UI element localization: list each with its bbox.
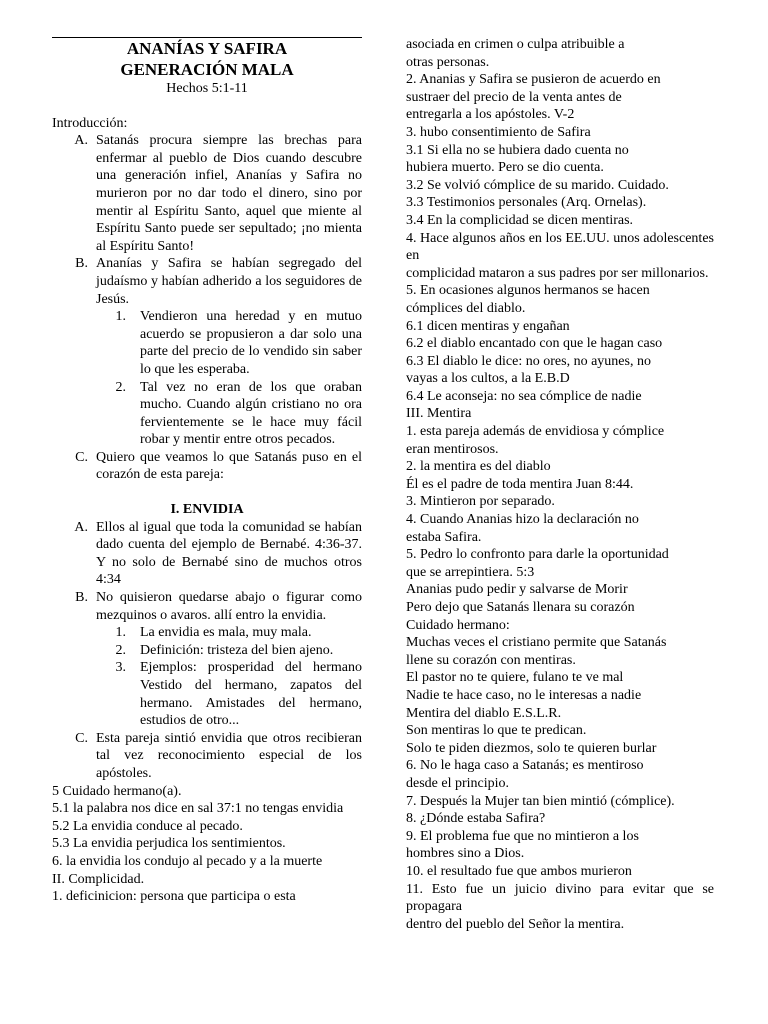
- right-line: Nadie te hace caso, no le interesas a nadie: [406, 687, 642, 703]
- left-line: 6. la envidia los condujo al pecado y a la muerte: [52, 853, 323, 869]
- right-line: Solo te piden diezmos, solo te quieren burlar: [406, 740, 657, 756]
- section-heading-envidia: I. ENVIDIA: [170, 502, 244, 518]
- intro-item-c: C. Quiero que veamos lo que Satanás puso en el corazón de esta pareja:: [75, 449, 362, 483]
- top-rule: [52, 37, 362, 38]
- intro-subitem-2: 2. Tal vez no eran de los que oraban mucho. Cuando algún cristiano no ora fervientemente se le hace muy fácil robar y mentir entre otros pecados.: [115, 379, 362, 448]
- title-line-1: ANANÍAS Y SAFIRA: [126, 39, 288, 58]
- right-line: hombres sino a Dios.: [406, 846, 525, 862]
- right-line: Ananias pudo pedir y salvarse de Morir: [406, 582, 628, 598]
- right-line: 9. El problema fue que no mintieron a los: [406, 828, 639, 844]
- intro-item-b: B. Ananías y Safira se habían segregado del judaísmo y habían adherido a los seguidores de Jesús.: [75, 256, 362, 307]
- right-line: 5. En ocasiones algunos hermanos se hacen: [406, 283, 650, 299]
- intro-subitem-1: 1. Vendieron una heredad y en mutuo acuerdo se propusieron a dar solo una parte del precio de lo vendido sin saber lo que les esperaba.: [115, 309, 362, 377]
- right-line: 2. la mentira es del diablo: [406, 459, 551, 475]
- section-heading-mentira: III. Mentira: [406, 406, 472, 422]
- right-line: 3.2 Se volvió cómplice de su marido. Cuidado.: [406, 177, 669, 193]
- right-line: El pastor no te quiere, fulano te ve mal: [406, 670, 624, 686]
- left-column: [52, 37, 362, 906]
- right-line: 10. el resultado fue que ambos murieron: [406, 863, 632, 879]
- right-line: 8. ¿Dónde estaba Safira?: [406, 811, 546, 827]
- right-line: 5. Pedro lo confronto para darle la oportunidad: [406, 547, 669, 563]
- intro-heading: Introducción:: [52, 115, 128, 131]
- left-line: 1. deficinicion: persona que participa o esta: [52, 889, 296, 905]
- right-line: Pero dejo que Satanás llenara su corazón: [406, 600, 635, 615]
- left-line: 5.2 La envidia conduce al pecado.: [52, 818, 243, 834]
- right-line: hubiera muerto. Pero se dio cuenta.: [406, 160, 604, 176]
- envidia-subitem-3: 3. Ejemplos: prosperidad del hermano Vestido del hermano, zapatos del hermano. Amistades del hermano, estudios de otro...: [115, 660, 362, 729]
- left-line: 5.3 La envidia perjudica los sentimientos.: [52, 836, 286, 852]
- right-line: 4. Hace algunos años en los EE.UU. unos adolescentes en: [406, 230, 714, 264]
- envidia-item-c: C. Esta pareja sintió envidia que otros recibieran tal vez reconocimiento especial de los apóstoles.: [75, 730, 362, 781]
- right-line: que se arrepintiera. 5:3: [406, 564, 535, 580]
- right-line: entregarla a los apóstoles. V-2: [406, 107, 575, 123]
- left-line: 5.1 la palabra nos dice en sal 37:1 no tengas envidia: [52, 801, 344, 817]
- right-line: asociada en crimen o culpa atribuible a: [406, 37, 625, 52]
- right-line: estaba Safira.: [406, 529, 482, 545]
- title-line-2: GENERACIÓN MALA: [120, 59, 294, 79]
- right-line: Muchas veces el cristiano permite que Satanás: [406, 635, 667, 651]
- right-line: 6.3 El diablo le dice: no ores, no ayunes, no: [406, 353, 651, 369]
- right-line: Mentira del diablo E.S.L.R.: [406, 705, 562, 721]
- right-line: 2. Ananias y Safira se pusieron de acuerdo en: [406, 72, 661, 88]
- right-line: 3.4 En la complicidad se dicen mentiras.: [406, 212, 634, 228]
- right-line: 6.2 el diablo encantado con que le hagan caso: [406, 336, 663, 352]
- intro-item-a: A. Satanás procura siempre las brechas para enfermar al pueblo de Dios cuando descubre una generación infiel, Ananías y Safira no murieron por no dar todo el dinero, sino por mentir al Espíritu Santo, aquel que miente al Espíritu Santo puede ser sepultado; ¡no mienta al Espíritu Santo!: [74, 133, 362, 254]
- right-line: otras personas.: [406, 54, 490, 70]
- right-column: [406, 36, 714, 933]
- right-line: llene su corazón con mentiras.: [406, 652, 576, 668]
- right-line: 1. esta pareja además de envidiosa y cómplice: [406, 424, 665, 440]
- right-line: 4. Cuando Ananias hizo la declaración no: [406, 512, 639, 528]
- right-line: dentro del pueblo del Señor la mentira.: [406, 916, 625, 932]
- right-line: 3. Mintieron por separado.: [406, 494, 555, 510]
- envidia-subitem-2: 2. Definición: tristeza del bien ajeno.: [115, 642, 334, 658]
- right-line: 3.3 Testimonios personales (Arq. Ornelas).: [406, 195, 647, 211]
- right-line: sustraer del precio de la venta antes de: [406, 89, 622, 105]
- scripture-reference: Hechos 5:1-11: [166, 81, 248, 96]
- right-line: Son mentiras lo que te predican.: [406, 723, 587, 739]
- right-line: vayas a los cultos, a la E.B.D: [406, 371, 570, 387]
- right-line: 7. Después la Mujer tan bien mintió (cómplice).: [406, 793, 675, 809]
- right-line: 6.4 Le aconseja: no sea cómplice de nadie: [406, 388, 642, 404]
- left-line: 5 Cuidado hermano(a).: [52, 783, 182, 799]
- right-line: 3.1 Si ella no se hubiera dado cuenta no: [406, 142, 629, 158]
- right-line: desde el principio.: [406, 775, 510, 791]
- right-line: complicidad mataron a sus padres por ser millonarios.: [406, 265, 709, 281]
- envidia-subitem-1: 1. La envidia es mala, muy mala.: [115, 625, 312, 641]
- right-line: 3. hubo consentimiento de Safira: [406, 124, 591, 140]
- right-line: cómplices del diablo.: [406, 300, 526, 316]
- right-line: Él es el padre de toda mentira Juan 8:44.: [406, 476, 634, 492]
- right-line: eran mentirosos.: [406, 441, 499, 457]
- right-line: 6.1 dicen mentiras y engañan: [406, 318, 570, 334]
- envidia-item-a: A. Ellos al igual que toda la comunidad se habían dado cuenta del ejemplo de Bernabé. 4:36-37. Y no solo de Bernabé sino de muchos otros 4:34: [74, 519, 362, 588]
- right-line: 11. Esto fue un juicio divino para evitar que se propagara: [406, 881, 714, 915]
- envidia-item-b: B. No quisieron quedarse abajo o figurar como mezquinos o avaros. allí entro la envidia.: [75, 590, 362, 623]
- left-line: II. Complicidad.: [52, 871, 145, 887]
- right-line: Cuidado hermano:: [406, 617, 510, 633]
- right-line: 6. No le haga caso a Satanás; es mentiroso: [406, 758, 644, 774]
